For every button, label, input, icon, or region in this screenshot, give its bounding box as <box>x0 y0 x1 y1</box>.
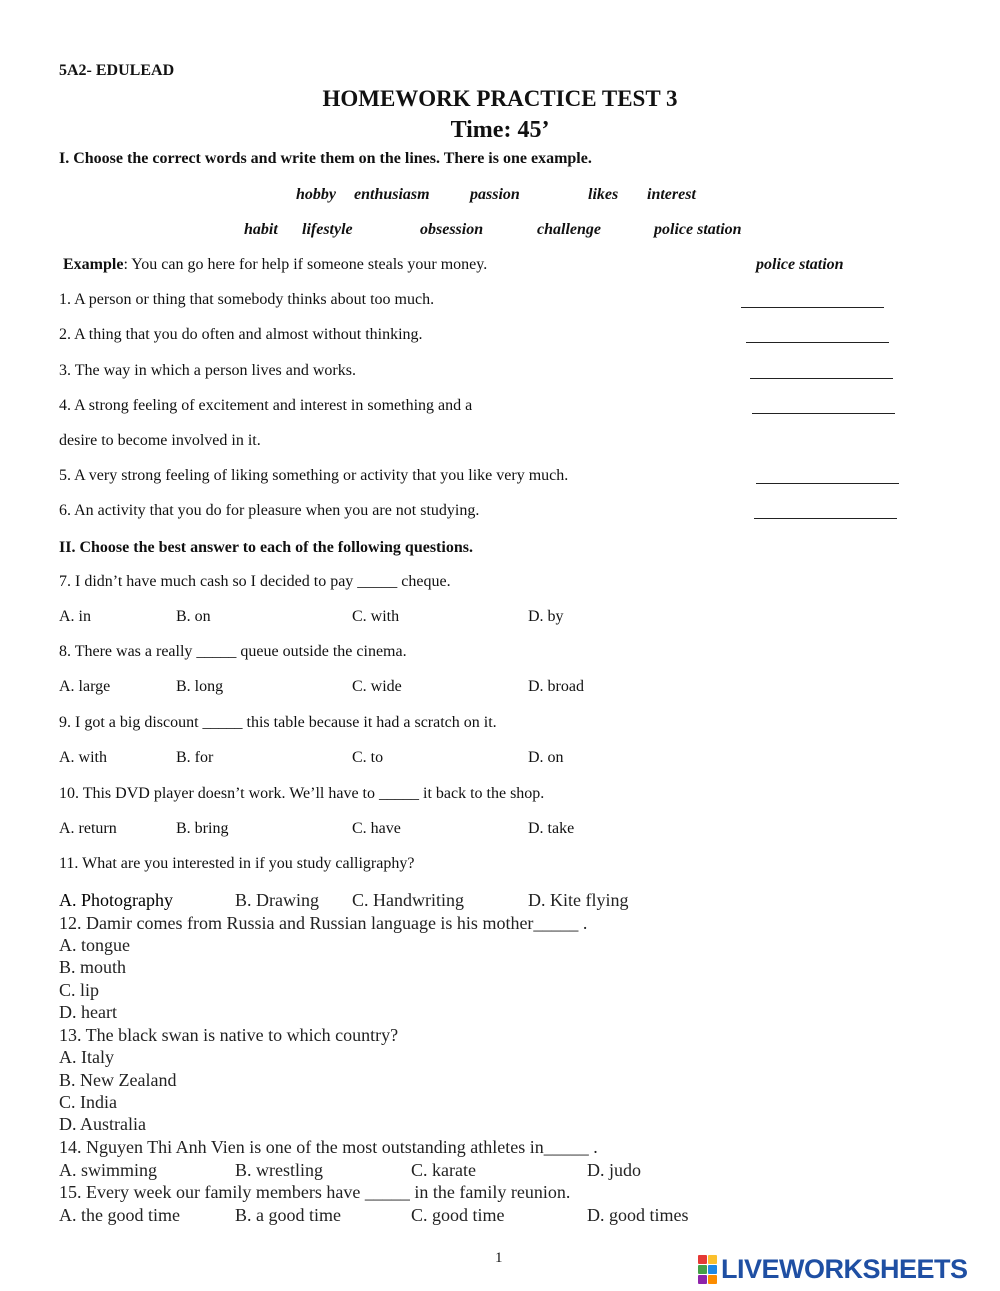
option[interactable]: D. heart <box>59 1002 117 1022</box>
example-text: : You can go here for help if someone steals your money. <box>123 256 488 273</box>
option[interactable]: B. for <box>176 749 214 766</box>
word-bank-item: challenge <box>537 221 601 238</box>
word-bank-item: lifestyle <box>302 221 353 238</box>
option[interactable]: A. Photography <box>59 890 173 910</box>
option[interactable]: D. by <box>528 608 564 625</box>
option[interactable]: D. take <box>528 820 575 837</box>
option[interactable]: A. with <box>59 749 107 766</box>
option[interactable]: C. lip <box>59 980 100 1000</box>
word-bank-item: interest <box>647 186 696 203</box>
question-14: 14. Nguyen Thi Anh Vien is one of the most outstanding athletes in_____ . <box>59 1137 598 1157</box>
example-sentence <box>63 256 487 274</box>
option[interactable]: B. mouth <box>59 957 127 977</box>
logo-blocks-icon <box>698 1255 717 1284</box>
answer-blank-1[interactable] <box>741 307 884 308</box>
vocab-item-2: 2. A thing that you do often and almost without thinking. <box>59 326 423 343</box>
option[interactable]: D. Australia <box>59 1114 146 1134</box>
liveworksheets-logo[interactable] <box>698 1254 968 1284</box>
option[interactable]: D. judo <box>587 1160 641 1180</box>
vocab-item-5: 5. A very strong feeling of liking something or activity that you like very much. <box>59 467 569 484</box>
question-7: 7. I didn’t have much cash so I decided to pay _____ cheque. <box>59 573 451 590</box>
question-15: 15. Every week our family members have _____ in the family reunion. <box>59 1182 571 1202</box>
option[interactable]: A. in <box>59 608 91 625</box>
answer-blank-4[interactable] <box>752 413 895 414</box>
answer-blank-5[interactable] <box>756 483 899 484</box>
brand-name: LIVEWORKSHEETS <box>721 1253 968 1284</box>
answer-blank-3[interactable] <box>750 378 893 379</box>
option[interactable]: B. New Zealand <box>59 1070 177 1090</box>
option[interactable]: A. the good time <box>59 1205 180 1225</box>
page-number: 1 <box>495 1250 503 1266</box>
option[interactable]: A. tongue <box>59 935 130 955</box>
option[interactable]: D. good times <box>587 1205 689 1225</box>
option[interactable]: C. Handwriting <box>352 890 464 910</box>
question-13: 13. The black swan is native to which country? <box>59 1025 399 1045</box>
option[interactable]: C. wide <box>352 678 402 695</box>
vocab-item-3: 3. The way in which a person lives and works. <box>59 362 356 379</box>
word-bank-item: likes <box>588 186 619 203</box>
option[interactable]: D. Kite flying <box>528 890 629 910</box>
word-bank-item: passion <box>470 186 520 203</box>
question-10: 10. This DVD player doesn’t work. We’ll have to _____ it back to the shop. <box>59 785 545 802</box>
option[interactable]: C. India <box>59 1092 117 1112</box>
option[interactable]: B. Drawing <box>235 890 319 910</box>
option[interactable]: A. swimming <box>59 1160 158 1180</box>
word-bank-item: obsession <box>420 221 484 238</box>
question-9: 9. I got a big discount _____ this table because it had a scratch on it. <box>59 714 497 731</box>
answer-blank-6[interactable] <box>754 518 897 519</box>
option[interactable]: C. have <box>352 820 401 837</box>
vocab-item-6: 6. An activity that you do for pleasure when you are not studying. <box>59 502 480 519</box>
vocab-item-4: 4. A strong feeling of excitement and interest in something and a <box>59 397 473 414</box>
question-12: 12. Damir comes from Russia and Russian language is his mother_____ . <box>59 913 588 933</box>
question-8: 8. There was a really _____ queue outside the cinema. <box>59 643 407 660</box>
word-bank-item: police station <box>654 221 742 238</box>
option[interactable]: B. wrestling <box>235 1160 323 1180</box>
word-bank-item: hobby <box>296 186 336 203</box>
option[interactable]: D. on <box>528 749 564 766</box>
option[interactable]: C. to <box>352 749 384 766</box>
word-bank-item: enthusiasm <box>354 186 430 203</box>
question-11: 11. What are you interested in if you study calligraphy? <box>59 855 415 872</box>
option[interactable]: A. return <box>59 820 117 837</box>
vocab-item-4-cont: desire to become involved in it. <box>59 432 261 449</box>
option[interactable]: B. long <box>176 678 224 695</box>
example-label: Example <box>63 256 124 273</box>
page-title: HOMEWORK PRACTICE TEST 3 <box>322 86 678 111</box>
option[interactable]: B. bring <box>176 820 229 837</box>
answer-blank-2[interactable] <box>746 342 889 343</box>
option[interactable]: A. large <box>59 678 111 695</box>
school-label: 5A2- EDULEAD <box>59 62 175 79</box>
section2-instruction: II. Choose the best answer to each of the following questions. <box>59 539 473 556</box>
option[interactable]: B. on <box>176 608 211 625</box>
vocab-item-1: 1. A person or thing that somebody thinks about too much. <box>59 291 435 308</box>
word-bank-item: habit <box>244 221 278 238</box>
time-label: Time: 45’ <box>450 117 550 143</box>
option[interactable]: C. good time <box>411 1205 505 1225</box>
option[interactable]: A. Italy <box>59 1047 114 1067</box>
example-answer: police station <box>756 256 844 273</box>
option[interactable]: C. karate <box>411 1160 476 1180</box>
option[interactable]: B. a good time <box>235 1205 341 1225</box>
option[interactable]: D. broad <box>528 678 584 695</box>
option[interactable]: C. with <box>352 608 400 625</box>
section1-instruction: I. Choose the correct words and write them on the lines. There is one example. <box>59 150 592 167</box>
